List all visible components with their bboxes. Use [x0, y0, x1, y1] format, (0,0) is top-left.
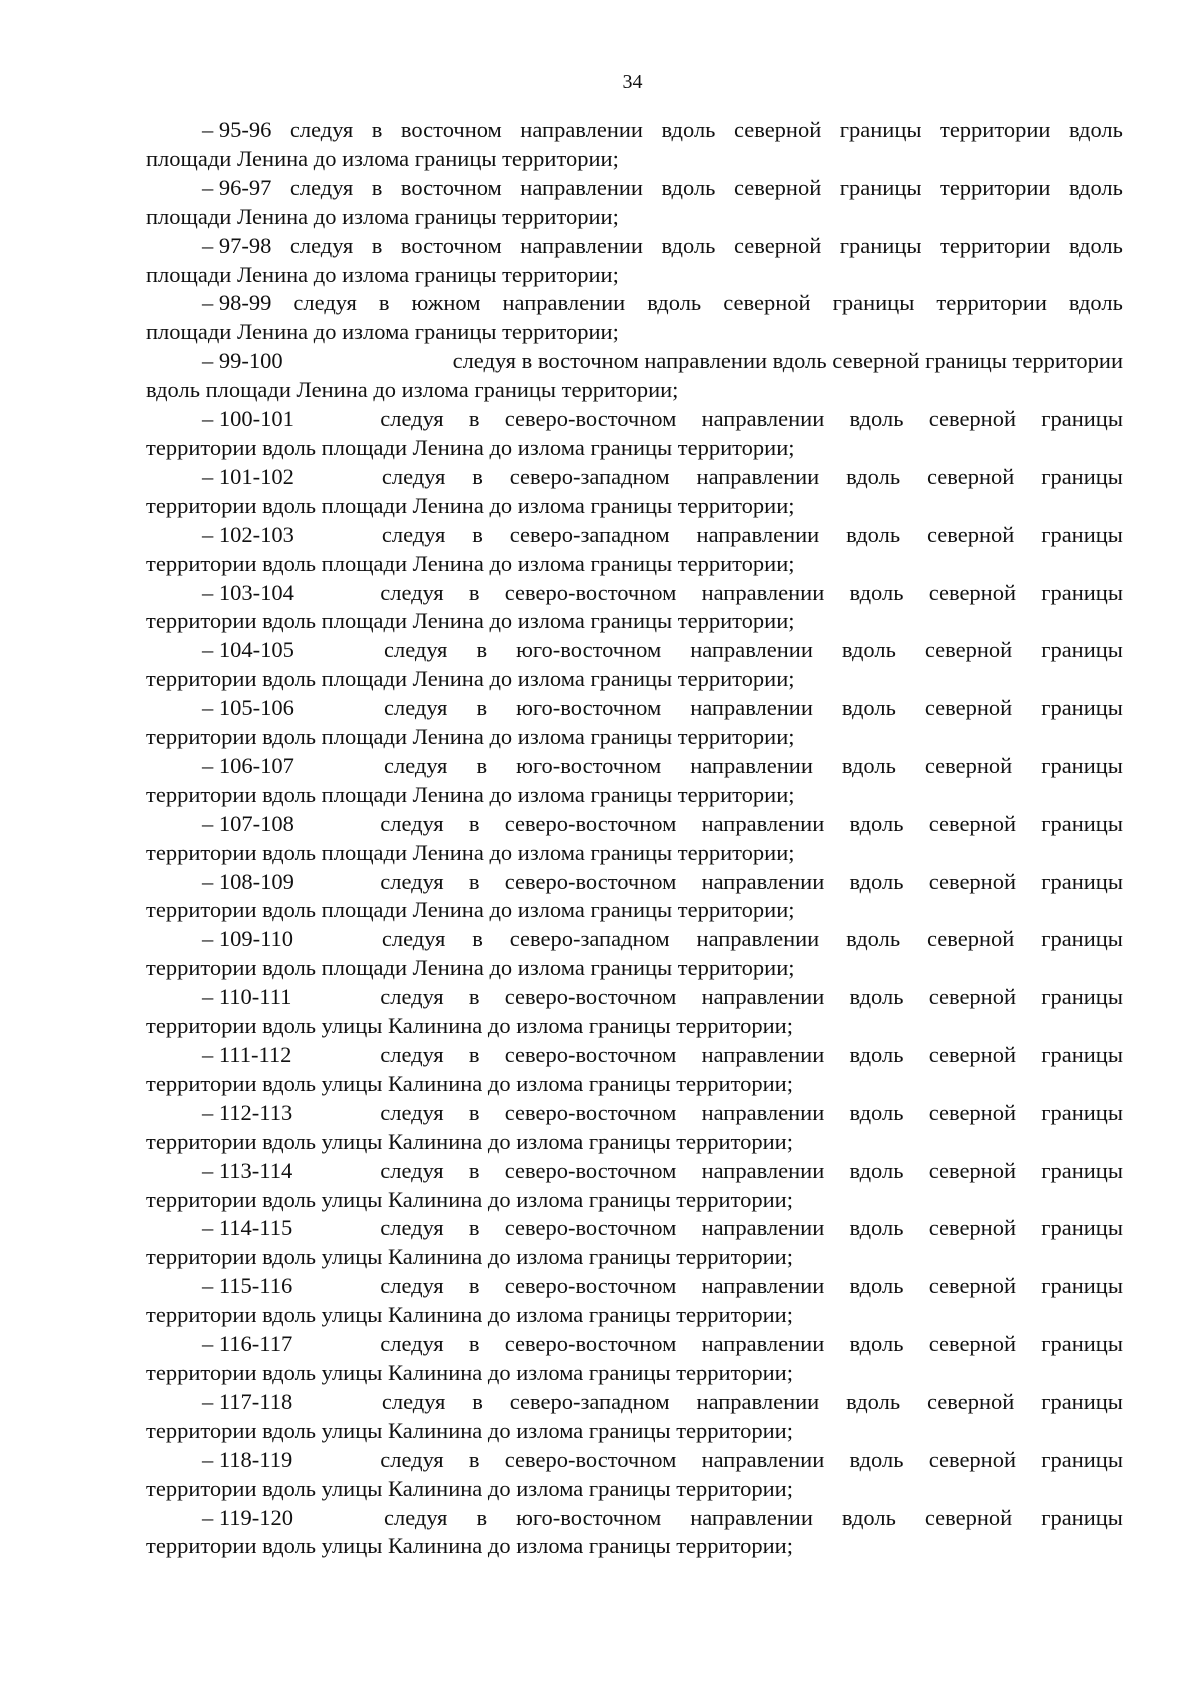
description-word: следуя	[380, 1042, 444, 1067]
description-word: следуя	[381, 1388, 446, 1414]
description-word: северной	[723, 290, 811, 316]
description-word: направлении	[696, 926, 820, 952]
segment-code: – 107-108	[202, 810, 294, 836]
segment-code: – 108-109	[202, 868, 294, 894]
description-word: следуя	[380, 984, 444, 1010]
description-word: границы	[1041, 695, 1123, 721]
description-word: восточном	[400, 232, 502, 258]
description-word: северо-восточном	[504, 1273, 677, 1299]
segment-code: – 115-116	[202, 1273, 293, 1299]
segment-code: – 100-101	[202, 406, 294, 432]
segment-code: – 97-98	[202, 232, 272, 258]
description-word: вдоль	[849, 1215, 904, 1241]
boundary-segment-entry	[146, 1214, 1123, 1272]
description-word: северной	[928, 984, 1017, 1010]
entry-continuation-line: территории вдоль улицы Калинина до излома границы территории;	[146, 1475, 793, 1501]
description-word: вдоль	[661, 174, 716, 200]
segment-code: – 118-119	[202, 1446, 293, 1472]
description-word: вдоль	[1068, 232, 1123, 258]
description-word: следуя	[384, 695, 448, 721]
boundary-segment-entry	[146, 232, 1123, 290]
description-word: северо-восточном	[504, 579, 677, 605]
description-word: в	[472, 1388, 483, 1414]
description-word: границы	[1041, 868, 1123, 894]
description-word: северной	[928, 868, 1017, 894]
segment-code: – 111-112	[202, 1042, 292, 1067]
boundary-segment-entry	[146, 521, 1123, 579]
description-word: направлении	[701, 1215, 825, 1241]
entry-first-line	[146, 579, 1123, 608]
description-word: в	[468, 868, 480, 894]
description-word: направлении	[701, 1042, 825, 1067]
description-word: в	[472, 926, 483, 952]
description-word: вдоль	[846, 521, 901, 547]
description-word: в	[468, 984, 480, 1010]
description-word: северной	[928, 1446, 1017, 1472]
description-word: территории	[939, 117, 1051, 142]
boundary-segment-entry	[146, 694, 1123, 752]
description-word: в	[468, 1099, 480, 1125]
description-word: в	[468, 1042, 480, 1067]
description-word: северной	[928, 1157, 1017, 1183]
entry-first-line	[146, 405, 1123, 434]
boundary-segment-entry	[146, 1041, 1123, 1099]
description-word: в	[371, 174, 383, 200]
entry-first-line	[146, 232, 1123, 261]
entry-first-line	[146, 1272, 1123, 1301]
description-word: вдоль	[849, 1099, 904, 1125]
entry-continuation-line: площади Ленина до излома границы территории;	[146, 145, 619, 171]
segment-code: – 105-106	[202, 695, 294, 721]
segment-code: – 99-100	[202, 348, 283, 374]
description-word: северо-западном	[509, 1388, 670, 1414]
description-word: вдоль	[849, 1157, 904, 1183]
description-word: следуя	[380, 1157, 444, 1183]
entry-continuation-line: территории вдоль площади Ленина до излома границы территории;	[146, 781, 795, 807]
description-word: границы	[1041, 579, 1123, 605]
description-word: северо-восточном	[504, 810, 677, 836]
entry-continuation-line: вдоль площади Ленина до излома границы территории;	[146, 377, 679, 403]
description-word: направлении	[701, 1273, 825, 1299]
entry-first-line	[146, 116, 1123, 145]
description-word: границы	[1041, 1446, 1123, 1472]
entry-first-line	[146, 463, 1123, 492]
segment-code: – 114-115	[202, 1215, 293, 1241]
description-word: северной	[924, 637, 1013, 663]
description-word: границы	[1041, 984, 1123, 1010]
description-word: следуя	[380, 1446, 444, 1472]
description-word: юго-восточном	[516, 637, 662, 663]
entry-continuation-line: территории вдоль площади Ленина до излома границы территории;	[146, 666, 795, 692]
description-word: направлении	[696, 1388, 820, 1414]
description-word: следуя	[384, 637, 448, 663]
description-word: в	[476, 695, 488, 721]
entry-first-line	[146, 810, 1123, 839]
description-word: в	[476, 1504, 488, 1530]
description-word: границы	[839, 174, 922, 200]
entry-first-line	[146, 1157, 1123, 1186]
description-word: направлении	[690, 752, 813, 778]
description-word: следуя	[380, 810, 444, 836]
description-word: вдоль	[849, 810, 904, 836]
description-word: северной	[927, 521, 1015, 547]
description-word: границы	[1041, 810, 1123, 836]
description-word: в	[472, 463, 483, 489]
description-word: следуя	[289, 232, 354, 258]
description-word: восточном	[400, 117, 502, 142]
description-word: следуя	[293, 290, 357, 316]
description-word: северной	[733, 174, 822, 200]
segment-code: – 96-97	[202, 174, 272, 200]
entry-first-line	[146, 289, 1123, 318]
description-word: следуя	[380, 1273, 444, 1299]
description-word: северо-восточном	[504, 868, 677, 894]
entry-continuation-line: площади Ленина до излома границы территории;	[146, 319, 619, 345]
entry-first-line	[146, 1041, 1123, 1070]
description-word: направлении	[520, 117, 643, 142]
description-word: в	[476, 752, 488, 778]
description-word: юго-восточном	[516, 695, 662, 721]
description-word: в	[468, 406, 480, 432]
description-word: в	[468, 1446, 480, 1472]
description-word: границы	[1041, 1504, 1123, 1530]
description-word: северо-восточном	[504, 1042, 677, 1067]
description-word: вдоль	[849, 1273, 904, 1299]
description-word: вдоль	[849, 1331, 904, 1357]
description-word: северной	[733, 232, 822, 258]
boundary-segment-entry	[146, 347, 1123, 405]
boundary-segment-entry	[146, 810, 1123, 868]
boundary-segment-entry	[146, 289, 1123, 347]
boundary-segment-entry	[146, 405, 1123, 463]
description-word: северной	[927, 1388, 1015, 1414]
description-word: северо-западном	[509, 463, 670, 489]
description-word: направлении	[701, 868, 825, 894]
description-word: вдоль	[846, 1388, 901, 1414]
boundary-segment-entry	[146, 1504, 1123, 1562]
description-word: направлении	[690, 1504, 813, 1530]
description-word: следуя	[289, 174, 354, 200]
boundary-segment-entry	[146, 1330, 1123, 1388]
description-word: вдоль	[841, 1504, 896, 1530]
description-word: вдоль	[841, 752, 896, 778]
entry-continuation-line: территории вдоль улицы Калинина до излома границы территории;	[146, 1070, 793, 1096]
description-word: границы	[1041, 521, 1123, 547]
description-word: территории	[939, 174, 1051, 200]
description-word: направлении	[690, 637, 813, 663]
description-word: направлении	[701, 1099, 825, 1125]
description-word: в	[468, 1215, 480, 1241]
description-word: границы	[839, 117, 922, 142]
description-word: направлении	[701, 984, 825, 1010]
description-word: вдоль	[846, 926, 901, 952]
description-word: направлении	[520, 174, 643, 200]
entry-continuation-line: территории вдоль улицы Калинина до излома границы территории;	[146, 1013, 793, 1039]
description-word: северо-восточном	[504, 1157, 677, 1183]
entry-first-line	[146, 868, 1123, 897]
entry-continuation-line: территории вдоль улицы Калинина до излома границы территории;	[146, 1244, 793, 1270]
description-word: направлении	[701, 810, 825, 836]
boundary-segment-entry	[146, 1388, 1123, 1446]
description-word: вдоль	[849, 406, 904, 432]
entry-continuation-line: территории вдоль площади Ленина до излома границы территории;	[146, 434, 795, 460]
description-word: вдоль	[849, 984, 904, 1010]
boundary-segment-entry	[146, 636, 1123, 694]
description-word: в	[476, 637, 488, 663]
description-word: северной	[928, 810, 1017, 836]
entry-first-line	[146, 1214, 1123, 1243]
segment-code: – 95-96	[202, 117, 272, 142]
entry-first-line	[146, 752, 1123, 781]
description-word: в	[472, 521, 483, 547]
description-word: северной	[928, 579, 1017, 605]
description-word: территории	[936, 290, 1047, 316]
description-word: границы	[1041, 926, 1123, 952]
description-word: в	[468, 579, 480, 605]
entry-first-line	[146, 1388, 1123, 1417]
description-word: направлении	[690, 695, 813, 721]
entry-continuation-line: площади Ленина до излома границы территории;	[146, 203, 619, 229]
description-word: направлении	[701, 579, 825, 605]
description-word: северной	[928, 1099, 1017, 1125]
description-word: в	[378, 290, 390, 316]
entry-continuation-line: территории вдоль площади Ленина до излома границы территории;	[146, 897, 795, 923]
description-word: северной	[928, 1042, 1017, 1067]
description-word: северо-восточном	[504, 1331, 677, 1357]
description-word: следуя	[381, 521, 446, 547]
description-word: вдоль	[849, 1042, 904, 1067]
entry-continuation-line: территории вдоль площади Ленина до излома границы территории;	[146, 839, 795, 865]
document-body	[146, 116, 1123, 1561]
description-word: северной	[733, 117, 822, 142]
description-word: северо-западном	[509, 926, 670, 952]
description-word: границы	[832, 290, 915, 316]
entry-continuation-line: территории вдоль улицы Калинина до излома границы территории;	[146, 1533, 793, 1559]
entry-first-line	[146, 694, 1123, 723]
segment-code: – 103-104	[202, 579, 294, 605]
entry-continuation-line: площади Ленина до излома границы территории;	[146, 261, 619, 287]
description-word: северной	[924, 752, 1013, 778]
description-word: следуя	[380, 1215, 444, 1241]
entry-first-line	[146, 174, 1123, 203]
description-word: следуя	[384, 1504, 448, 1530]
description-word: границы	[1041, 1388, 1123, 1414]
segment-code: – 117-118	[202, 1388, 293, 1414]
boundary-segment-entry	[146, 463, 1123, 521]
segment-code: – 98-99	[202, 290, 272, 316]
entry-continuation-line: территории вдоль улицы Калинина до излома границы территории;	[146, 1417, 793, 1443]
description-word: направлении	[701, 1331, 825, 1357]
description-word: границы	[1041, 1157, 1123, 1183]
segment-code: – 116-117	[202, 1331, 293, 1357]
description-word: в	[371, 117, 383, 142]
entry-first-line	[146, 1330, 1123, 1359]
description-word: юго-восточном	[516, 752, 662, 778]
entry-first-line	[146, 1504, 1123, 1533]
segment-code: – 119-120	[202, 1504, 294, 1530]
description-word: вдоль	[841, 695, 896, 721]
entry-first-line	[146, 636, 1123, 665]
description-word: границы	[1041, 637, 1123, 663]
boundary-segment-entry	[146, 983, 1123, 1041]
description-word: границы	[1041, 1042, 1123, 1067]
description-word: вдоль	[661, 117, 716, 142]
description-word: северной	[927, 463, 1015, 489]
description-word: в	[371, 232, 383, 258]
segment-code: – 113-114	[202, 1157, 293, 1183]
description-word: северо-восточном	[504, 406, 677, 432]
description-word: в	[468, 1273, 480, 1299]
description-word: направлении	[701, 1157, 825, 1183]
entry-continuation-line: территории вдоль площади Ленина до излома границы территории;	[146, 724, 795, 750]
segment-code: – 112-113	[202, 1099, 293, 1125]
description-word: вдоль	[647, 290, 702, 316]
entry-continuation-line: территории вдоль улицы Калинина до излома границы территории;	[146, 1359, 793, 1385]
segment-code: – 106-107	[202, 752, 294, 778]
entry-first-line	[146, 983, 1123, 1012]
description-word: северной	[924, 695, 1013, 721]
description-word: границы	[1041, 752, 1123, 778]
entry-continuation-line: территории вдоль улицы Калинина до излома границы территории;	[146, 1302, 793, 1328]
description-word: направлении	[696, 521, 820, 547]
entry-continuation-line: территории вдоль площади Ленина до излома границы территории;	[146, 550, 795, 576]
description-word: вдоль	[1068, 174, 1123, 200]
entry-continuation-line: территории вдоль улицы Калинина до излома границы территории;	[146, 1128, 793, 1154]
description-word: в	[468, 810, 480, 836]
description-word: границы	[1041, 1099, 1123, 1125]
description-word: направлении	[696, 463, 820, 489]
description-word: границы	[1041, 1215, 1123, 1241]
description-word: следуя	[381, 463, 446, 489]
description-word: следуя	[289, 117, 354, 142]
entry-first-line	[146, 925, 1123, 954]
entry-first-line	[146, 1099, 1123, 1128]
boundary-segment-entry	[146, 1099, 1123, 1157]
description-word: границы	[1041, 406, 1123, 432]
description-word: северо-восточном	[504, 984, 677, 1010]
segment-code: – 109-110	[202, 926, 294, 952]
description-word: направлении	[701, 1446, 825, 1472]
entry-continuation-line: территории вдоль площади Ленина до излома границы территории;	[146, 492, 795, 518]
boundary-segment-entry	[146, 868, 1123, 926]
description-word: территории	[939, 232, 1051, 258]
description-word: вдоль	[849, 868, 904, 894]
boundary-segment-entry	[146, 579, 1123, 637]
description-word: вдоль	[1068, 117, 1123, 142]
entry-first-line	[146, 521, 1123, 550]
description-word: следуя	[384, 752, 448, 778]
description-word: следуя	[381, 926, 446, 952]
description-word: границы	[1041, 1331, 1123, 1357]
page-number: 34	[622, 71, 643, 93]
entry-first-line	[146, 1446, 1123, 1475]
boundary-segment-entry	[146, 1272, 1123, 1330]
description-word: направлении	[502, 290, 626, 316]
description-word: северо-восточном	[504, 1099, 677, 1125]
description-word: северо-восточном	[504, 1446, 677, 1472]
description-word: в	[468, 1331, 480, 1357]
description-word: юго-восточном	[516, 1504, 662, 1530]
description-word: вдоль	[849, 579, 904, 605]
description-word: в	[468, 1157, 480, 1183]
description-word: следуя в восточном направлении вдоль северной границы территории	[452, 348, 1123, 374]
description-word: вдоль	[849, 1446, 904, 1472]
description-word: следуя	[380, 406, 444, 432]
description-word: следуя	[380, 1099, 444, 1125]
description-word: вдоль	[661, 232, 716, 258]
description-word: восточном	[400, 174, 502, 200]
description-word: северной	[927, 926, 1015, 952]
boundary-segment-entry	[146, 752, 1123, 810]
description-word: границы	[1041, 463, 1123, 489]
entry-continuation-line: территории вдоль площади Ленина до излома границы территории;	[146, 955, 795, 981]
description-word: границы	[839, 232, 922, 258]
description-word: границы	[1041, 1273, 1123, 1299]
boundary-segment-entry	[146, 925, 1123, 983]
entry-continuation-line: территории вдоль площади Ленина до излома границы территории;	[146, 608, 795, 634]
description-word: направлении	[520, 232, 643, 258]
description-word: следуя	[380, 1331, 444, 1357]
description-word: северной	[928, 406, 1017, 432]
description-word: южном	[411, 290, 481, 316]
boundary-segment-entry	[146, 1446, 1123, 1504]
segment-code: – 101-102	[202, 463, 294, 489]
entry-first-line	[146, 347, 1123, 376]
description-word: следуя	[380, 579, 444, 605]
description-word: вдоль	[1068, 290, 1123, 316]
boundary-segment-entry	[146, 1157, 1123, 1215]
boundary-segment-entry	[146, 116, 1123, 174]
description-word: северо-западном	[509, 521, 670, 547]
description-word: направлении	[701, 406, 825, 432]
description-word: северо-восточном	[504, 1215, 677, 1241]
segment-code: – 102-103	[202, 521, 294, 547]
entry-continuation-line: территории вдоль улицы Калинина до излома границы территории;	[146, 1186, 793, 1212]
description-word: вдоль	[841, 637, 896, 663]
description-word: северной	[928, 1273, 1017, 1299]
description-word: северной	[928, 1215, 1017, 1241]
description-word: северной	[928, 1331, 1017, 1357]
description-word: следуя	[380, 868, 444, 894]
segment-code: – 104-105	[202, 637, 294, 663]
description-word: вдоль	[846, 463, 901, 489]
boundary-segment-entry	[146, 174, 1123, 232]
segment-code: – 110-111	[202, 984, 292, 1010]
description-word: северной	[924, 1504, 1013, 1530]
